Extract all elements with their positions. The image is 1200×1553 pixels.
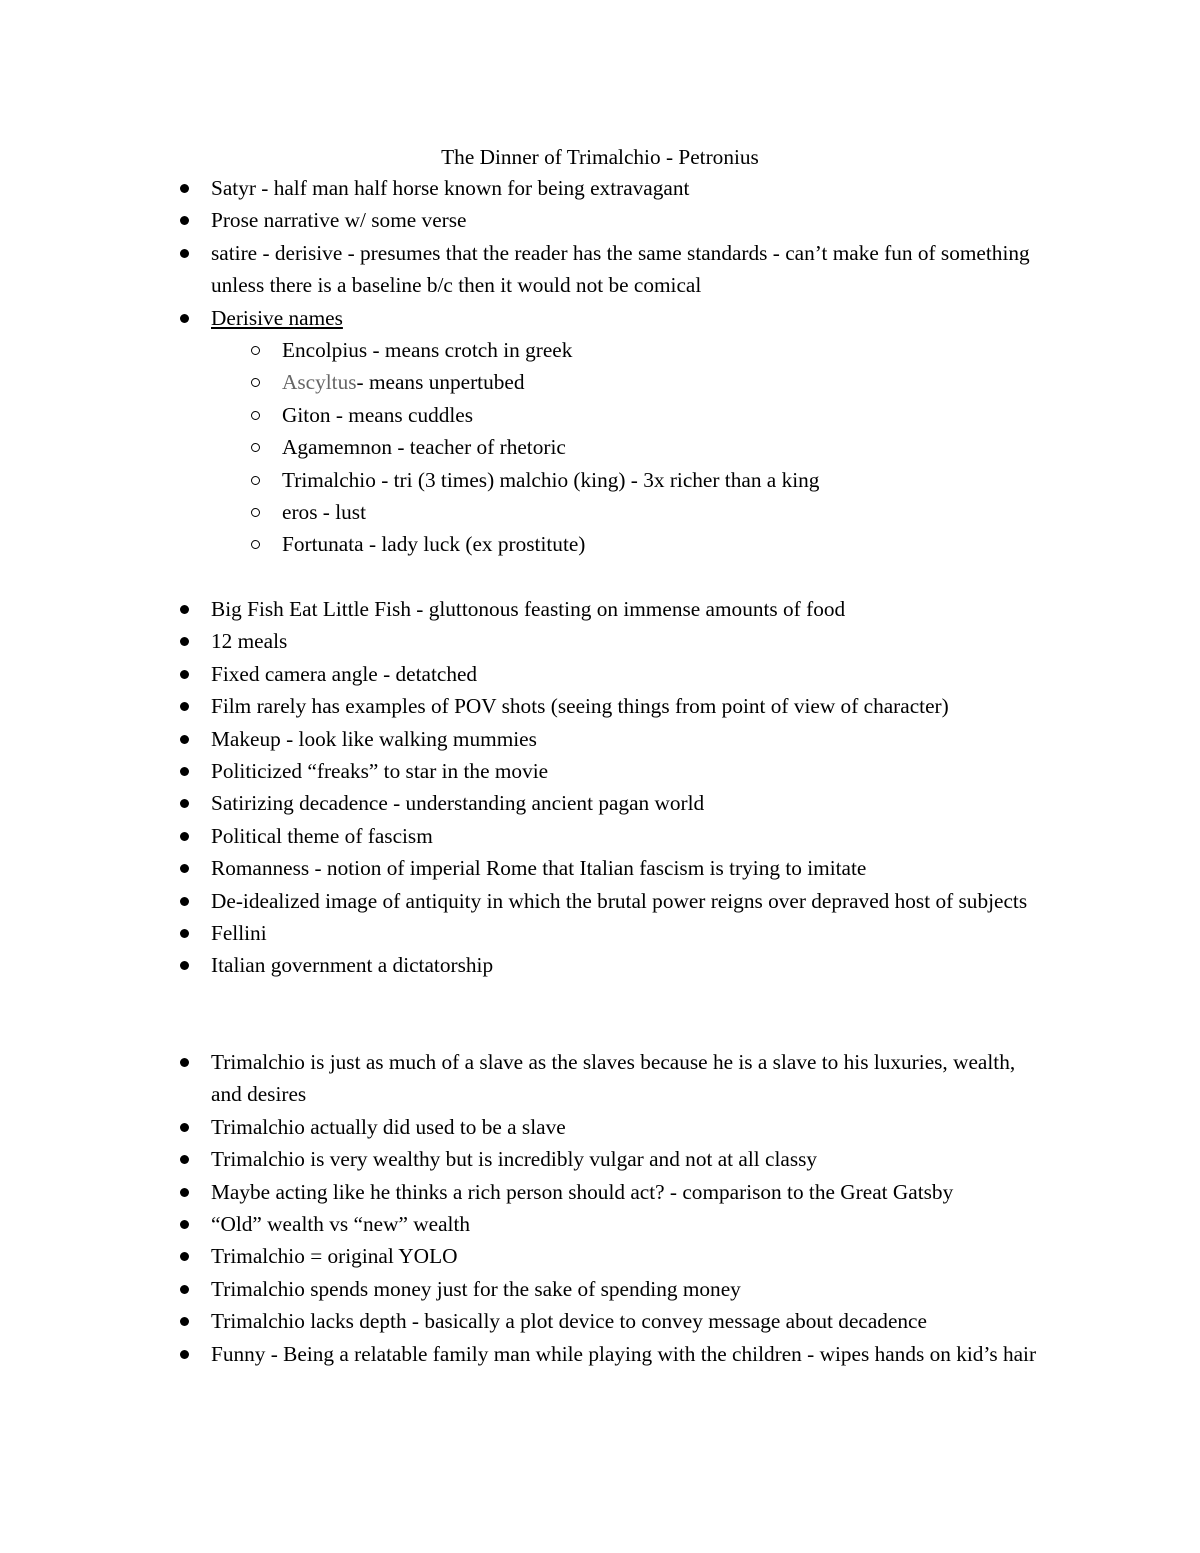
- list-item: Maybe acting like he thinks a rich person should act? - comparison to the Great Gatsby: [0, 1176, 1041, 1208]
- sub-list-item: [0, 366, 1200, 398]
- sub-list-item: [0, 399, 1200, 431]
- name: Fortunata: [282, 532, 364, 557]
- meaning: - tri (3 times) malchio (king) - 3x richer than a king: [375, 467, 820, 492]
- derisive-names-label: Derisive names: [211, 305, 343, 330]
- list-item: Trimalchio actually did used to be a slave: [0, 1111, 1041, 1143]
- list-item: 12 meals: [0, 625, 1041, 657]
- name: Ascyltus: [282, 370, 357, 395]
- name: Encolpius: [282, 338, 368, 363]
- notes-list-1: [0, 172, 1200, 561]
- list-item: Makeup - look like walking mummies: [0, 723, 1041, 755]
- list-item: Political theme of fascism: [0, 820, 1041, 852]
- list-item: Trimalchio is very wealthy but is incredibly vulgar and not at all classy: [0, 1143, 1041, 1175]
- name: Agamemnon: [282, 435, 393, 460]
- meaning: - lust: [317, 500, 366, 525]
- list-item: Politicized “freaks” to star in the movie: [0, 755, 1041, 787]
- meaning: - means cuddles: [330, 402, 474, 427]
- list-item: Satirizing decadence - understanding ancient pagan world: [0, 787, 1041, 819]
- list-item: Trimalchio lacks depth - basically a plot device to convey message about decadence: [0, 1305, 1041, 1337]
- list-item: Trimalchio is just as much of a slave as the slaves because he is a slave to his luxuries, wealth, and desires: [0, 1046, 1041, 1111]
- sub-list-item: [0, 431, 1200, 463]
- list-item: “Old” wealth vs “new” wealth: [0, 1208, 1041, 1240]
- list-item: Big Fish Eat Little Fish - gluttonous feasting on immense amounts of food: [0, 593, 1041, 625]
- notes-list-3: [0, 1046, 1200, 1370]
- list-item: Funny - Being a relatable family man while playing with the children - wipes hands on kid’s hair: [0, 1338, 1041, 1370]
- list-item: Fellini: [0, 917, 1041, 949]
- notes-list-2: [0, 593, 1200, 982]
- name: Giton: [282, 402, 331, 427]
- name: Trimalchio: [282, 467, 376, 492]
- list-item: satire - derisive - presumes that the reader has the same standards - can’t make fun of something unless there is a baseline b/c then it would not be comical: [0, 237, 1041, 302]
- list-item: Trimalchio spends money just for the sake of spending money: [0, 1273, 1041, 1305]
- sub-list-item: [0, 464, 1200, 496]
- meaning: - means crotch in greek: [367, 338, 573, 363]
- list-item: Trimalchio = original YOLO: [0, 1240, 1041, 1272]
- meaning: - lady luck (ex prostitute): [363, 532, 586, 557]
- meaning: - means unpertubed: [356, 370, 525, 395]
- list-item: Italian government a dictatorship: [0, 949, 1041, 981]
- list-item: Satyr - half man half horse known for being extravagant: [0, 172, 1041, 204]
- list-item: Romanness - notion of imperial Rome that Italian fascism is trying to imitate: [0, 852, 1041, 884]
- sub-list-item: [0, 334, 1200, 366]
- list-item: De-idealized image of antiquity in which the brutal power reigns over depraved host of subjects: [0, 885, 1041, 917]
- list-item: Film rarely has examples of POV shots (seeing things from point of view of character): [0, 690, 1041, 722]
- sub-list-item: [0, 528, 1200, 560]
- sub-list-item: [0, 496, 1200, 528]
- list-item: Prose narrative w/ some verse: [0, 204, 1041, 236]
- list-item: Fixed camera angle - detatched: [0, 658, 1041, 690]
- name: eros: [282, 500, 318, 525]
- page-title: The Dinner of Trimalchio - Petronius: [441, 145, 759, 169]
- meaning: - teacher of rhetoric: [392, 435, 566, 460]
- derisive-names-heading: [0, 302, 1041, 334]
